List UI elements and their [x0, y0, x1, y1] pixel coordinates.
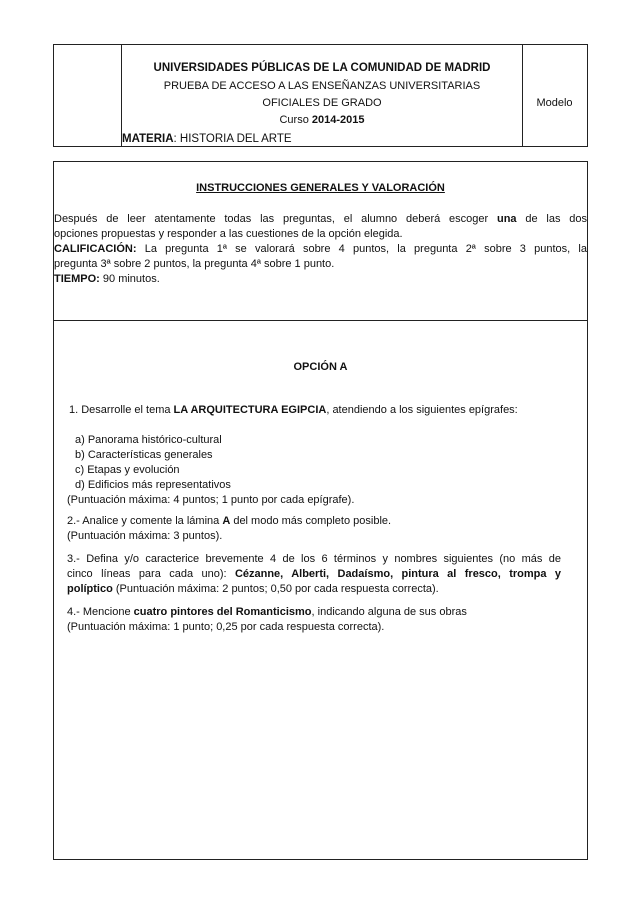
q2-text: 2.- Analice y comente la lámina [67, 515, 223, 527]
q2-plate: A [222, 515, 231, 527]
exam-header-table [53, 44, 588, 147]
grading-line1 [54, 242, 587, 257]
time-label: TIEMPO: [54, 273, 100, 285]
instructions-para-line2: opciones propuestas y responder a las cuestiones de la opción elegida. [54, 228, 403, 240]
course-line [122, 112, 522, 129]
instructions-box [53, 161, 588, 321]
instructions-para-line1 [54, 212, 587, 227]
course-value: 2014-2015 [311, 114, 365, 126]
grading-line2: pregunta 3ª sobre 2 puntos, la pregunta 4ª sobre 1 punto. [54, 258, 335, 270]
time-value: 90 minutos. [99, 273, 160, 285]
instructions-title: INSTRUCCIONES GENERALES Y VALORACIÓN [196, 182, 445, 194]
option-a-box [53, 320, 588, 860]
exam-title-line1: PRUEBA DE ACCESO A LAS ENSEÑANZAS UNIVERSITARIAS [163, 80, 481, 92]
q1-text: 1. Desarrolle el tema [69, 404, 174, 416]
instr-bold: una [496, 213, 517, 225]
instr-text: de las dos [516, 213, 587, 225]
subject-value: : HISTORIA DEL ARTE [173, 133, 292, 145]
exam-title-line2: OFICIALES DE GRADO [262, 97, 382, 109]
instr-text: Después de leer atentamente todas las preguntas, el alumno deberá escoger [54, 213, 497, 225]
question-3-line3 [67, 582, 439, 597]
q1-item: c) Etapas y evolución [75, 464, 180, 476]
q4-score: (Puntuación máxima: 1 punto; 0,25 por cada respuesta correcta). [67, 621, 385, 633]
question-3-line2 [67, 567, 561, 582]
question-3-line1: 3.- Defina y/o caracterice brevemente 4 de los 6 términos y nombres siguientes (no más de [67, 553, 561, 565]
q1-text: , atendiendo a los siguientes epígrafes: [326, 404, 518, 416]
q3-terms: Cézanne, Alberti, Dadaísmo, pintura al fresco, trompa y [234, 568, 561, 580]
model-label: Modelo [536, 97, 573, 109]
q1-item: b) Características generales [75, 449, 213, 461]
q4-text: , indicando alguna de sus obras [311, 606, 467, 618]
q4-topic: cuatro pintores del Romanticismo [133, 606, 312, 618]
university-name: UNIVERSIDADES PÚBLICAS DE LA COMUNIDAD DE MADRID [153, 62, 491, 74]
question-2 [67, 514, 391, 529]
q4-text: 4.- Mencione [67, 606, 134, 618]
q3-terms: políptico [67, 583, 113, 595]
question-1 [69, 403, 518, 418]
option-a-title: OPCIÓN A [293, 361, 348, 373]
subject-line [122, 132, 292, 146]
q1-score: (Puntuación máxima: 4 puntos; 1 punto por cada epígrafe). [67, 494, 355, 506]
q2-text: del modo más completo posible. [230, 515, 392, 527]
q3-score: (Puntuación máxima: 2 puntos; 0,50 por cada respuesta correcta). [112, 583, 439, 595]
time-line [54, 272, 587, 287]
header-center-cell [122, 45, 522, 146]
q1-item: d) Edificios más representativos [75, 479, 231, 491]
q2-score: (Puntuación máxima: 3 puntos). [67, 530, 223, 542]
q3-text: cinco líneas para cada uno): [67, 568, 235, 580]
subject-label: MATERIA [122, 133, 174, 145]
grading-text: La pregunta 1ª se valorará sobre 4 puntos, la pregunta 2ª sobre 3 puntos, la [136, 243, 587, 255]
q1-item: a) Panorama histórico-cultural [75, 434, 222, 446]
q1-topic: LA ARQUITECTURA EGIPCIA [173, 404, 327, 416]
question-4 [67, 605, 467, 620]
course-label: Curso [279, 114, 312, 126]
grading-label: CALIFICACIÓN: [54, 243, 137, 255]
header-left-cell [54, 45, 122, 146]
